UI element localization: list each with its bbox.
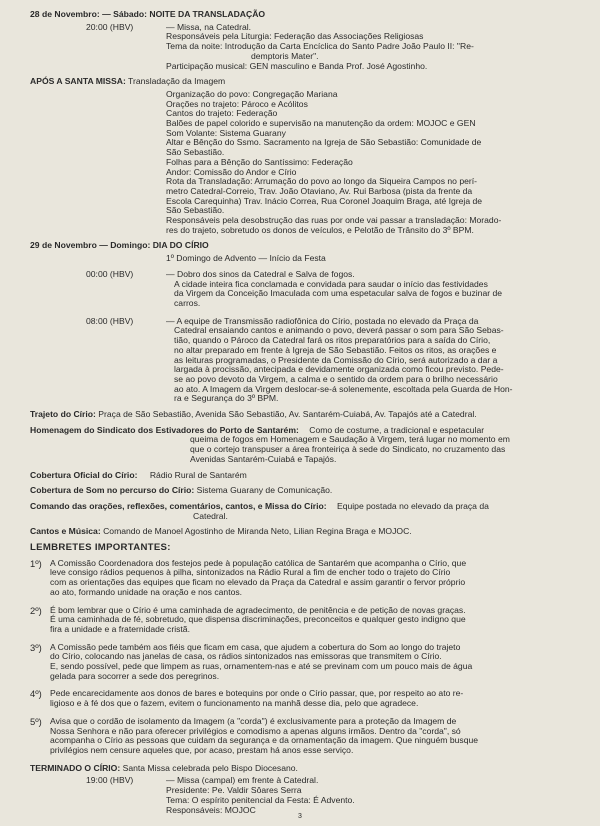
songs-music-label: Cantos e Música: (30, 526, 101, 537)
entry-time: 20:00 (HBV) (86, 21, 134, 32)
reminder-line: ao ato, formando unidade na oração e nos cantos. (50, 586, 243, 597)
translation-line: Escola Carequinha) Trav. Inácio Correa, Rua Coronel Joaquim Braga, até Igreja de (166, 195, 483, 206)
prayer-command-label: Comando das orações, reflexões, comentários, cantos, e Missa do Círio: (30, 500, 327, 511)
section-heading: APÓS A SANTA MISSA: (30, 76, 126, 87)
translation-line: metro Catedral-Correio, Trav. João Otaviano, Av. Rui Barbosa (pista da frente da (166, 185, 473, 196)
tribute-label: Homenagem do Sindicato dos Estivadores do Porto de Santarém: (30, 424, 299, 435)
entry-line: Presidente: Pe. Valdir Sôares Serra (166, 785, 302, 796)
entry-line: Responsáveis pela Liturgia: Federação das Associações Religiosas (166, 31, 424, 42)
prayer-command-text: Equipe postada no elevado da praça da (336, 500, 489, 511)
entry-line: largada à procissão, antecipada e devidamente organizada como ficou previsto. Pede- (174, 364, 504, 375)
advent-line: 1º Domingo de Advento — Início da Festa (166, 253, 326, 264)
route-line (30, 410, 582, 420)
songs-music (30, 527, 582, 537)
translation-line: São Sebastião. (166, 205, 225, 216)
entry-time: 00:00 (HBV) (86, 268, 134, 279)
entry-text: — Missa (campal) em frente à Catedral. (166, 775, 319, 786)
reminder-line: acompanha o Círio as pessoas que cuidam da segurança e da ornamentação da imagem. Que ninguém busque (50, 735, 479, 746)
songs-music-text: Comando de Manoel Agostinho de Miranda Neto, Lilian Regina Braga e MOJOC. (103, 526, 412, 537)
prayer-command-cont: Catedral. (193, 510, 228, 521)
entry-time: 08:00 (HBV) (86, 315, 134, 326)
translation-line: Balões de papel colorido e supervisão na manutenção da ordem: MOJOC e GEN (166, 118, 476, 129)
reminder-line: com as orientações das equipes que ficam no elevado da Praça da Catedral e assim garantir o fervor próprio (50, 577, 466, 588)
reminder-item (30, 643, 582, 682)
translation-line: Orações no trajeto: Pároco e Acólitos (166, 98, 308, 109)
reminder-line: É uma caminhada de fé, sobretudo, que dispensa discriminações, preconceitos e qualquer gesto indigno que (50, 614, 466, 625)
reminder-line: privilégios nem censure aqueles que, por acaso, prestam há anos esse serviço. (50, 745, 354, 755)
reminder-item (30, 689, 582, 708)
reminder-item (30, 606, 582, 635)
translation-line: Cantos do trajeto: Federação (166, 108, 278, 119)
after-cirio-label: TERMINADO O CÍRIO: (30, 762, 121, 773)
section-nov-29-header (30, 241, 582, 251)
reminder-line: Pede encarecidamente aos donos de bares e botequins por onde o Círio passar, que, por respeito ao ato re- (50, 688, 464, 699)
reminder-number: 5º) (30, 715, 42, 727)
reminder-item (30, 717, 582, 756)
reminder-line: Avisa que o cordão de isolamento da Imagem (a "corda") é exclusivamente para a proteção da Imagem de (50, 715, 457, 726)
translation-line: Folhas para a Bênção do Santíssimo: Federação (166, 156, 353, 167)
entry-line: Responsáveis: MOJOC (166, 804, 256, 815)
entry-line: demptoris Mater". (251, 50, 319, 61)
section-heading-text: Transladação da Imagem (128, 76, 226, 87)
entry-line: Tema: O espírito penitencial da Festa: É Advento. (166, 794, 355, 805)
entry-line: A cidade inteira fica conclamada e convidada para saudar o início das festividades (174, 278, 488, 289)
tribute-line-cont: Avenidas Santarém-Cuiabá e Tapajós. (190, 453, 337, 464)
reminder-item (30, 559, 582, 598)
prayer-command (30, 502, 582, 512)
reminder-line: leve consigo rádios pequenos à pilha, sintonizados na Rádio Rural a fim de encher todo o trajeto do Círio (50, 567, 451, 578)
reminder-line: Nossa Senhora e não para oferecer privilégios e comodismo a apenas alguns irmãos. Dentro da "corda", só (50, 725, 461, 736)
reminder-line: E, sendo possível, pede que limpem as ruas, ornamentem-nas e até se previnam com um pouco mais de água (50, 661, 473, 672)
entry-text: — Dobro dos sinos da Catedral e Salva de fogos. (166, 268, 355, 279)
reminders-title: LEMBRETES IMPORTANTES: (30, 542, 171, 554)
entry-line: no altar preparado em frente à Igreja de São Sebastião. Feitos os ritos, as orações e (174, 344, 497, 355)
route-text: Praça de São Sebastião, Avenida São Sebastião, Av. Santarém-Cuiabá, Av. Tapajós até a Catedral. (98, 409, 477, 420)
translation-line: res do trajeto, sobretudo os donos de veículos, e Pelotão de Trânsito do 3º BPM. (166, 224, 474, 235)
reminder-line: A Comissão Coordenadora dos festejos pede à população católica de Santarém que acompanha o Círio, que (50, 557, 467, 568)
reminder-number: 4º) (30, 688, 42, 700)
translation-line: Rota da Transladação: Arrumação do povo ao longo da Siqueira Campos no perí- (166, 176, 477, 187)
date-heading: 29 de Novembro — Domingo: (30, 240, 151, 251)
translation-line: Andor: Comissão do Andor e Círio (166, 166, 297, 177)
entry-line: as leituras programadas, o Presidente da Comissão do Círio, será autorizado a dar a (174, 354, 498, 365)
reminder-number: 1º) (30, 557, 42, 569)
entry-line: Participação musical: GEN masculino e Banda Prof. José Agostinho. (166, 60, 428, 71)
tribute-line-cont: que o cortejo transpuser a área fronteiriça à sede do Sindicato, no cruzamento das (190, 444, 506, 455)
entry-text: — A equipe de Transmissão radiofônica do Círio, postada no elevado da Praça da (166, 315, 479, 326)
entry-line: Catedral ensaiando cantos e animando o povo, deverá passar o som para São Sebas- (174, 325, 504, 336)
page-number: 3 (298, 813, 302, 820)
reminder-line: gelada para socorrer a sede dos peregrinos. (50, 670, 220, 681)
sound-coverage (30, 486, 582, 496)
entry-text: — Missa, na Catedral. (166, 21, 252, 32)
entry-line: ao ato. A Imagem da Virgem deslocar-se-á solenemente, escoltada pela Guarda de Hon- (174, 383, 513, 394)
translation-line: Responsáveis pela desobstrução das ruas por onde vai passar a transladação: Morado- (166, 215, 502, 226)
event-title: NOITE DA TRANSLADAÇÃO (149, 9, 266, 19)
reminder-number: 2º) (30, 604, 42, 616)
event-title: DIA DO CÍRIO (152, 240, 209, 251)
after-cirio-header (30, 764, 582, 774)
reminder-number: 3º) (30, 641, 42, 653)
official-coverage-text: Rádio Rural de Santarém (149, 469, 247, 480)
entry-line: carros. (174, 297, 201, 308)
entry-line: tião, quando o Pároco da Catedral fará os ritos preparatórios para a saída do Círio, (174, 335, 491, 346)
translation-line: Som Volante: Sistema Guarany (166, 127, 286, 138)
translation-line: Organização do povo: Congregação Mariana (166, 88, 338, 99)
section-nov-28-header (30, 10, 582, 20)
reminder-line: fira a unidade e a fraternidade cristã. (50, 623, 190, 634)
official-coverage (30, 471, 582, 481)
tribute-line-cont: queima de fogos em Homenagem e Saudação à Virgem, terá lugar no momento em (190, 434, 510, 445)
reminder-line: A Comissão pede também aos fiéis que ficam em casa, que ajudem a cobertura do Som ao longo do trajeto (50, 641, 461, 652)
entry-line: se ao povo devoto da Virgem, a calma e o sentido da ordem para o brilho necessário (174, 373, 498, 384)
route-label: Trajeto do Círio: (30, 409, 96, 420)
section-after-mass-header (30, 77, 582, 87)
entry-line: da Virgem da Conceição Imaculada com uma espetacular salva de fogos e buzinar de (174, 288, 503, 299)
after-cirio-text: Santa Missa celebrada pelo Bispo Diocesano. (122, 762, 298, 773)
entry-line: Tema da noite: Introdução da Carta Encíclica do Santo Padre João Paulo II: "Re- (166, 41, 474, 52)
official-coverage-label: Cobertura Oficial do Círio: (30, 469, 138, 480)
reminder-line: do Círio, colocando nas janelas de casa, os rádios sintonizados nas emissoras que transmitem o Círio. (50, 651, 442, 662)
sound-coverage-text: Sistema Guarany de Comunicação. (196, 485, 333, 496)
entry-time: 19:00 (HBV) (86, 775, 134, 786)
sound-coverage-label: Cobertura de Som no percurso do Círio: (30, 485, 195, 496)
translation-line: Altar e Bênção do Ssmo. Sacramento na Igreja de São Sebastião: Comunidade de (166, 137, 482, 148)
entry-line: ra e Segurança do 3º BPM. (174, 393, 279, 404)
date-heading: 28 de Novembro: — Sábado: (30, 9, 147, 19)
reminder-line: ligioso e à fé dos que o fazem, evitem o funcionamento na manhã desse dia, pelo que agradece. (50, 698, 419, 709)
tribute-text: Como de costume, a tradicional e espetacular (309, 424, 485, 435)
translation-line: São Sebastião. (166, 147, 225, 158)
reminder-line: É bom lembrar que o Círio é uma caminhada de agradecimento, de penitência e de petição de novas graças. (50, 604, 466, 615)
schedule-entry (30, 776, 582, 786)
